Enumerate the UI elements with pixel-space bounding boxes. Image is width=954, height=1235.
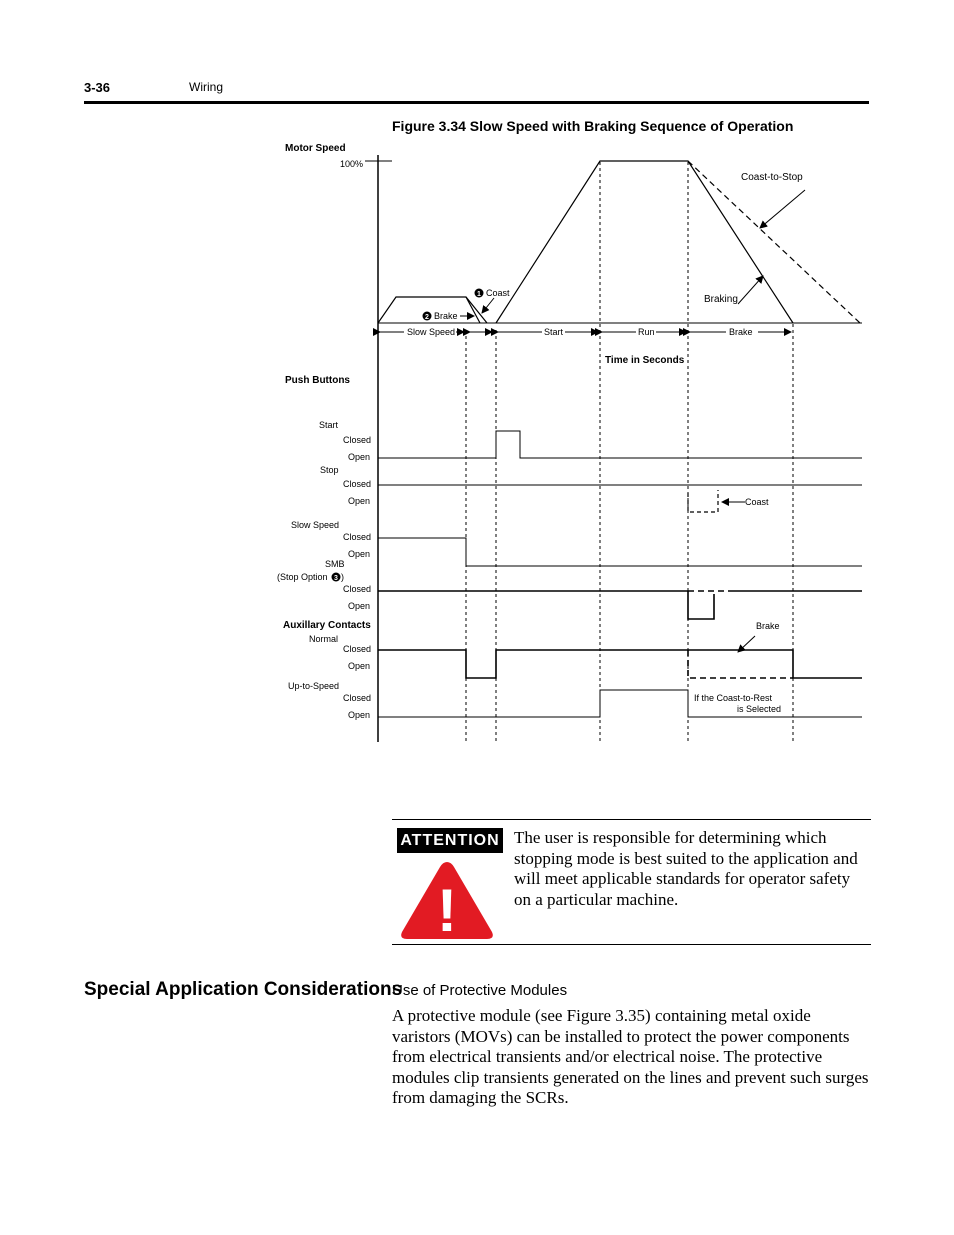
phase-start: Start (544, 327, 564, 337)
figure-title: Figure 3.34 Slow Speed with Braking Sequence of Operation (392, 118, 794, 134)
coast-rest-note-2: is Selected (737, 704, 782, 714)
event-lines (466, 162, 793, 742)
phase-brake: Brake (729, 327, 753, 337)
aux-normal-dashed (688, 650, 793, 678)
stop-option-label: (Stop Option (277, 572, 328, 582)
slow-closed: Closed (343, 532, 372, 542)
coast-to-stop-label: Coast-to-Stop (741, 172, 803, 183)
svg-text:3: 3 (334, 575, 338, 582)
normal-closed: Closed (343, 644, 372, 654)
slow-speed-label: Slow Speed (291, 520, 340, 530)
attention-text: The user is responsible for determining which stopping mode is best suited to the application and will meet applicable standards for operator safety on a particular machine. (514, 828, 858, 909)
coast-note: Coast (745, 497, 769, 507)
aux-contacts-label: Auxillary Contacts (283, 620, 371, 631)
uts-open: Open (348, 710, 371, 720)
start-label: Start (319, 420, 339, 430)
smb-open: Open (348, 601, 371, 611)
start-open: Open (348, 452, 371, 462)
svg-text:2: 2 (425, 314, 429, 321)
brake-note: Brake (756, 621, 780, 631)
warning-triangle-icon (398, 858, 496, 942)
attention-top-rule (392, 819, 871, 820)
start-closed: Closed (343, 435, 372, 445)
main-speed-profile (496, 161, 793, 323)
stop-option-paren: ) (341, 572, 344, 582)
braking-label: Braking (704, 294, 738, 305)
normal-label: Normal (309, 634, 339, 644)
section-header: Wiring (189, 80, 224, 94)
phase-slow-speed: Slow Speed (407, 327, 456, 337)
section-title: Special Application Considerations (84, 979, 403, 1000)
aux-normal-signal (378, 650, 862, 678)
coast-rest-note-1: If the Coast-to-Rest (694, 693, 773, 703)
stop-closed: Closed (343, 479, 372, 489)
slow-brake-profile (466, 297, 480, 323)
smb-label: SMB (325, 559, 345, 569)
svg-text:1: 1 (477, 291, 481, 298)
page-number: 3-36 (84, 80, 111, 95)
slow-speed-signal (378, 538, 862, 566)
pct-100-label: 100% (340, 159, 364, 169)
stop-open: Open (348, 496, 371, 506)
section-subtitle: Use of Protective Modules (392, 982, 568, 999)
stop-coast-dashed (688, 490, 718, 512)
attention-badge: ATTENTION (397, 828, 503, 853)
svg-text:!: ! (437, 877, 457, 942)
start-signal (378, 431, 862, 458)
aux-uptospeed-signal (378, 690, 862, 717)
section-body: A protective module (see Figure 3.35) containing metal oxide varistors (MOVs) can be installed to protect the power components from electrical transients and/or electrical noise. The protective modules clip transients generated on the lines and prevent such surges from damaging the SCRs. (392, 1006, 869, 1107)
phase-run: Run (638, 327, 655, 337)
push-buttons-label: Push Buttons (285, 375, 350, 386)
slow-open: Open (348, 549, 371, 559)
slow-speed-profile (378, 297, 487, 323)
up-to-speed-label: Up-to-Speed (288, 681, 340, 691)
attention-bottom-rule (392, 944, 871, 945)
smb-signal-drop (688, 591, 714, 619)
normal-open: Open (348, 661, 371, 671)
smb-closed: Closed (343, 584, 372, 594)
stop-label: Stop (320, 465, 339, 475)
time-label: Time in Seconds (605, 355, 685, 366)
brake-marker-label: Brake (434, 311, 458, 321)
motor-speed-label: Motor Speed (285, 143, 346, 154)
uts-closed: Closed (343, 693, 372, 703)
coast-marker-label: Coast (486, 288, 510, 298)
